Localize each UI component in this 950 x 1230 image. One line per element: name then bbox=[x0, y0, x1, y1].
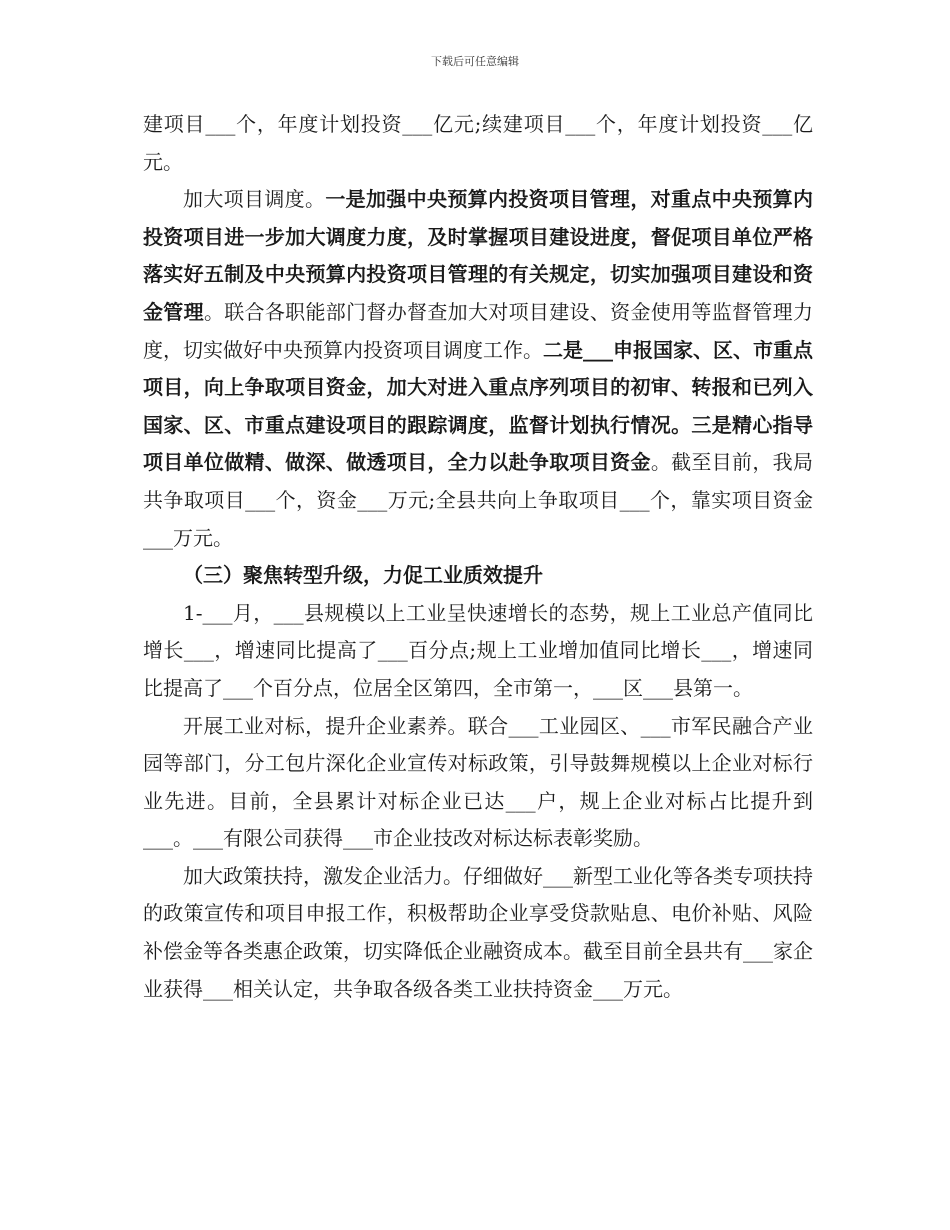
document-body bbox=[143, 106, 813, 1008]
page-header: 下载后可任意编辑 bbox=[431, 55, 519, 68]
text-run: 。联合各职能部门督办督查加大对项目建设、资金使用等监督管理力度，切实做好中央预算内投资项目调度工作。 bbox=[143, 299, 813, 362]
paragraph bbox=[143, 181, 813, 557]
text-run: 加大项目调度。 bbox=[183, 187, 326, 212]
paragraph bbox=[143, 106, 813, 181]
bold-text-run: 一是加强中央预算内投资项目管理，对重点中央预算内投资项目进一步加大调度力度，及时掌握项目建设进度，督促项目单位严格落实好五制及中央预算内投资项目管理的有关规定，切实加强项目建设和资金管理 bbox=[143, 187, 814, 324]
bold-text-run: （三）聚焦转型升级，力促工业质效提升 bbox=[183, 563, 543, 588]
bold-text-run: 二是___申报国家、区、市重点项目，向上争取项目资金，加大对进入重点序列项目的初审、转报和已列入国家、区、市重点建设项目的跟踪调度，监督计划执行情况。三是精心指导项目单位做精、做深、做透项目，全力以赴争取项目资金 bbox=[143, 337, 813, 475]
paragraph bbox=[143, 708, 813, 858]
paragraph bbox=[143, 858, 813, 1008]
section-heading bbox=[143, 557, 813, 595]
text-run: 开展工业对标，提升企业素养。联合___工业园区、___市军民融合产业园等部门，分工包片深化企业宣传对标政策，引导鼓舞规模以上企业对标行业先进。目前，全县累计对标企业已达___户，规上企业对标占比提升到___。___有限公司获得___市企业技改对标达标表彰奖励。 bbox=[143, 713, 813, 851]
paragraph bbox=[143, 595, 813, 708]
text-run: 加大政策扶持，激发企业活力。仔细做好___新型工业化等各类专项扶持的政策宣传和项目申报工作，积极帮助企业享受贷款贴息、电价补贴、风险补偿金等各类惠企政策，切实降低企业融资成本。截至目前全县共有___家企业获得___相关认定，共争取各级各类工业扶持资金___万元。 bbox=[143, 863, 813, 1001]
text-run: 。截至目前，我局共争取项目___个，资金___万元;全县共向上争取项目___个，靠实项目资金___万元。 bbox=[143, 450, 813, 550]
text-run: 1-___月，___县规模以上工业呈快速增长的态势，规上工业总产值同比增长___，增速同比提高了___百分点;规上工业增加值同比增长___，增速同比提高了___个百分点，位居全区第四，全市第一，___区___县第一。 bbox=[143, 600, 813, 700]
text-run: 建项目___个，年度计划投资___亿元;续建项目___个，年度计划投资___亿元。 bbox=[143, 112, 813, 174]
